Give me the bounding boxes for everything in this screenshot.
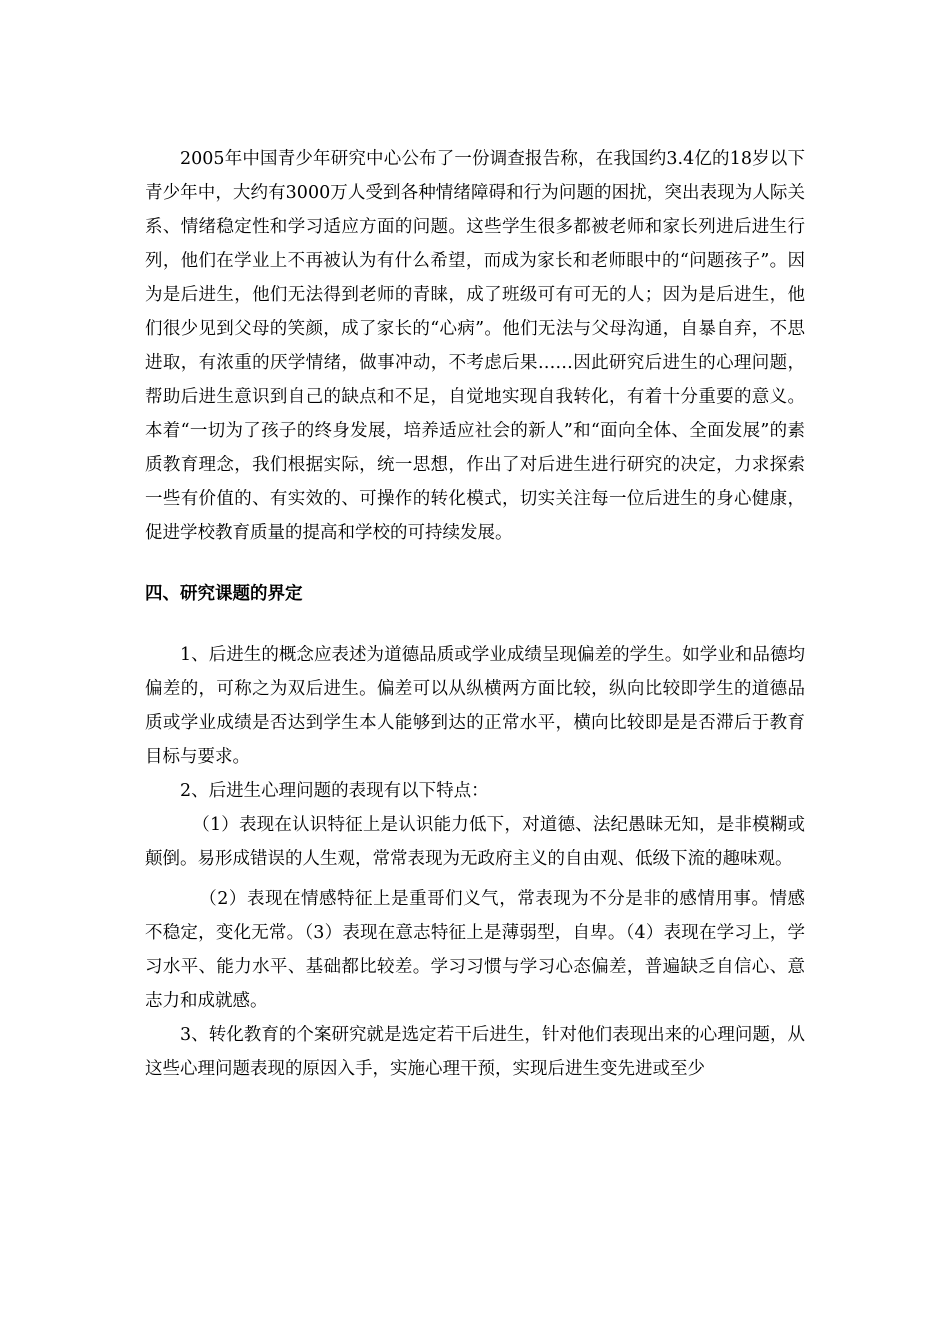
definition-item-2-1: （1）表现在认识特征上是认识能力低下，对道德、法纪愚昧无知，是非模糊或颠倒。易形成错误的人生观，常常表现为无政府主义的自由观、低级下流的趣味观。	[145, 815, 805, 869]
definition-item-2: 2、后进生心理问题的表现有以下特点：	[180, 781, 489, 801]
definition-item-1: 1、后进生的概念应表述为道德品质或学业成绩呈现偏差的学生。如学业和品德均偏差的，可称之为双后进生。偏差可以从纵横两方面比较，纵向比较即学生的道德品质或学业成绩是否达到学生本人能够到达的正常水平，横向比较即是是否滞后于教育目标与要求。	[145, 645, 805, 767]
section-heading: 四、研究课题的界定	[145, 584, 303, 604]
intro-paragraph: 2005年中国青少年研究中心公布了一份调查报告称，在我国约3.4亿的18岁以下青少年中，大约有3000万人受到各种情绪障碍和行为问题的困扰，突出表现为人际关系、情绪稳定性和学习适应方面的问题。这些学生很多都被老师和家长列进后进生行列，他们在学业上不再被认为有什么希望，而成为家长和老师眼中的“问题孩子”。因为是后进生，他们无法得到老师的青睐，成了班级可有可无的人；因为是后进生，他们很少见到父母的笑颜，成了家长的“心病”。他们无法与父母沟通，自暴自弃，不思进取，有浓重的厌学情绪，做事冲动，不考虑后果……因此研究后进生的心理问题，帮助后进生意识到自己的缺点和不足，自觉地实现自我转化，有着十分重要的意义。 本着“一切为了孩子的终身发展，培养适应社会的新人”和“面向全体、全面发展”的素质教育理念，我们根据实际，统一思想，作出了对后进生进行研究的决定，力求探索一些有价值的、有实效的、可操作的转化模式，切实关注每一位后进生的身心健康，促进学校教育质量的提高和学校的可持续发展。	[145, 149, 805, 543]
document-body	[145, 142, 805, 1086]
definition-item-2-2: （2）表现在情感特征上是重哥们义气，常表现为不分是非的感情用事。情感不稳定，变化无常。（3）表现在意志特征上是薄弱型，自卑。（4）表现在学习上，学习水平、能力水平、基础都比较差。学习习惯与学习心态偏差，普遍缺乏自信心、意志力和成就感。	[145, 889, 805, 1011]
definition-item-3: 3、转化教育的个案研究就是选定若干后进生，针对他们表现出来的心理问题，从这些心理问题表现的原因入手，实施心理干预，实现后进生变先进或至少	[145, 1025, 805, 1079]
